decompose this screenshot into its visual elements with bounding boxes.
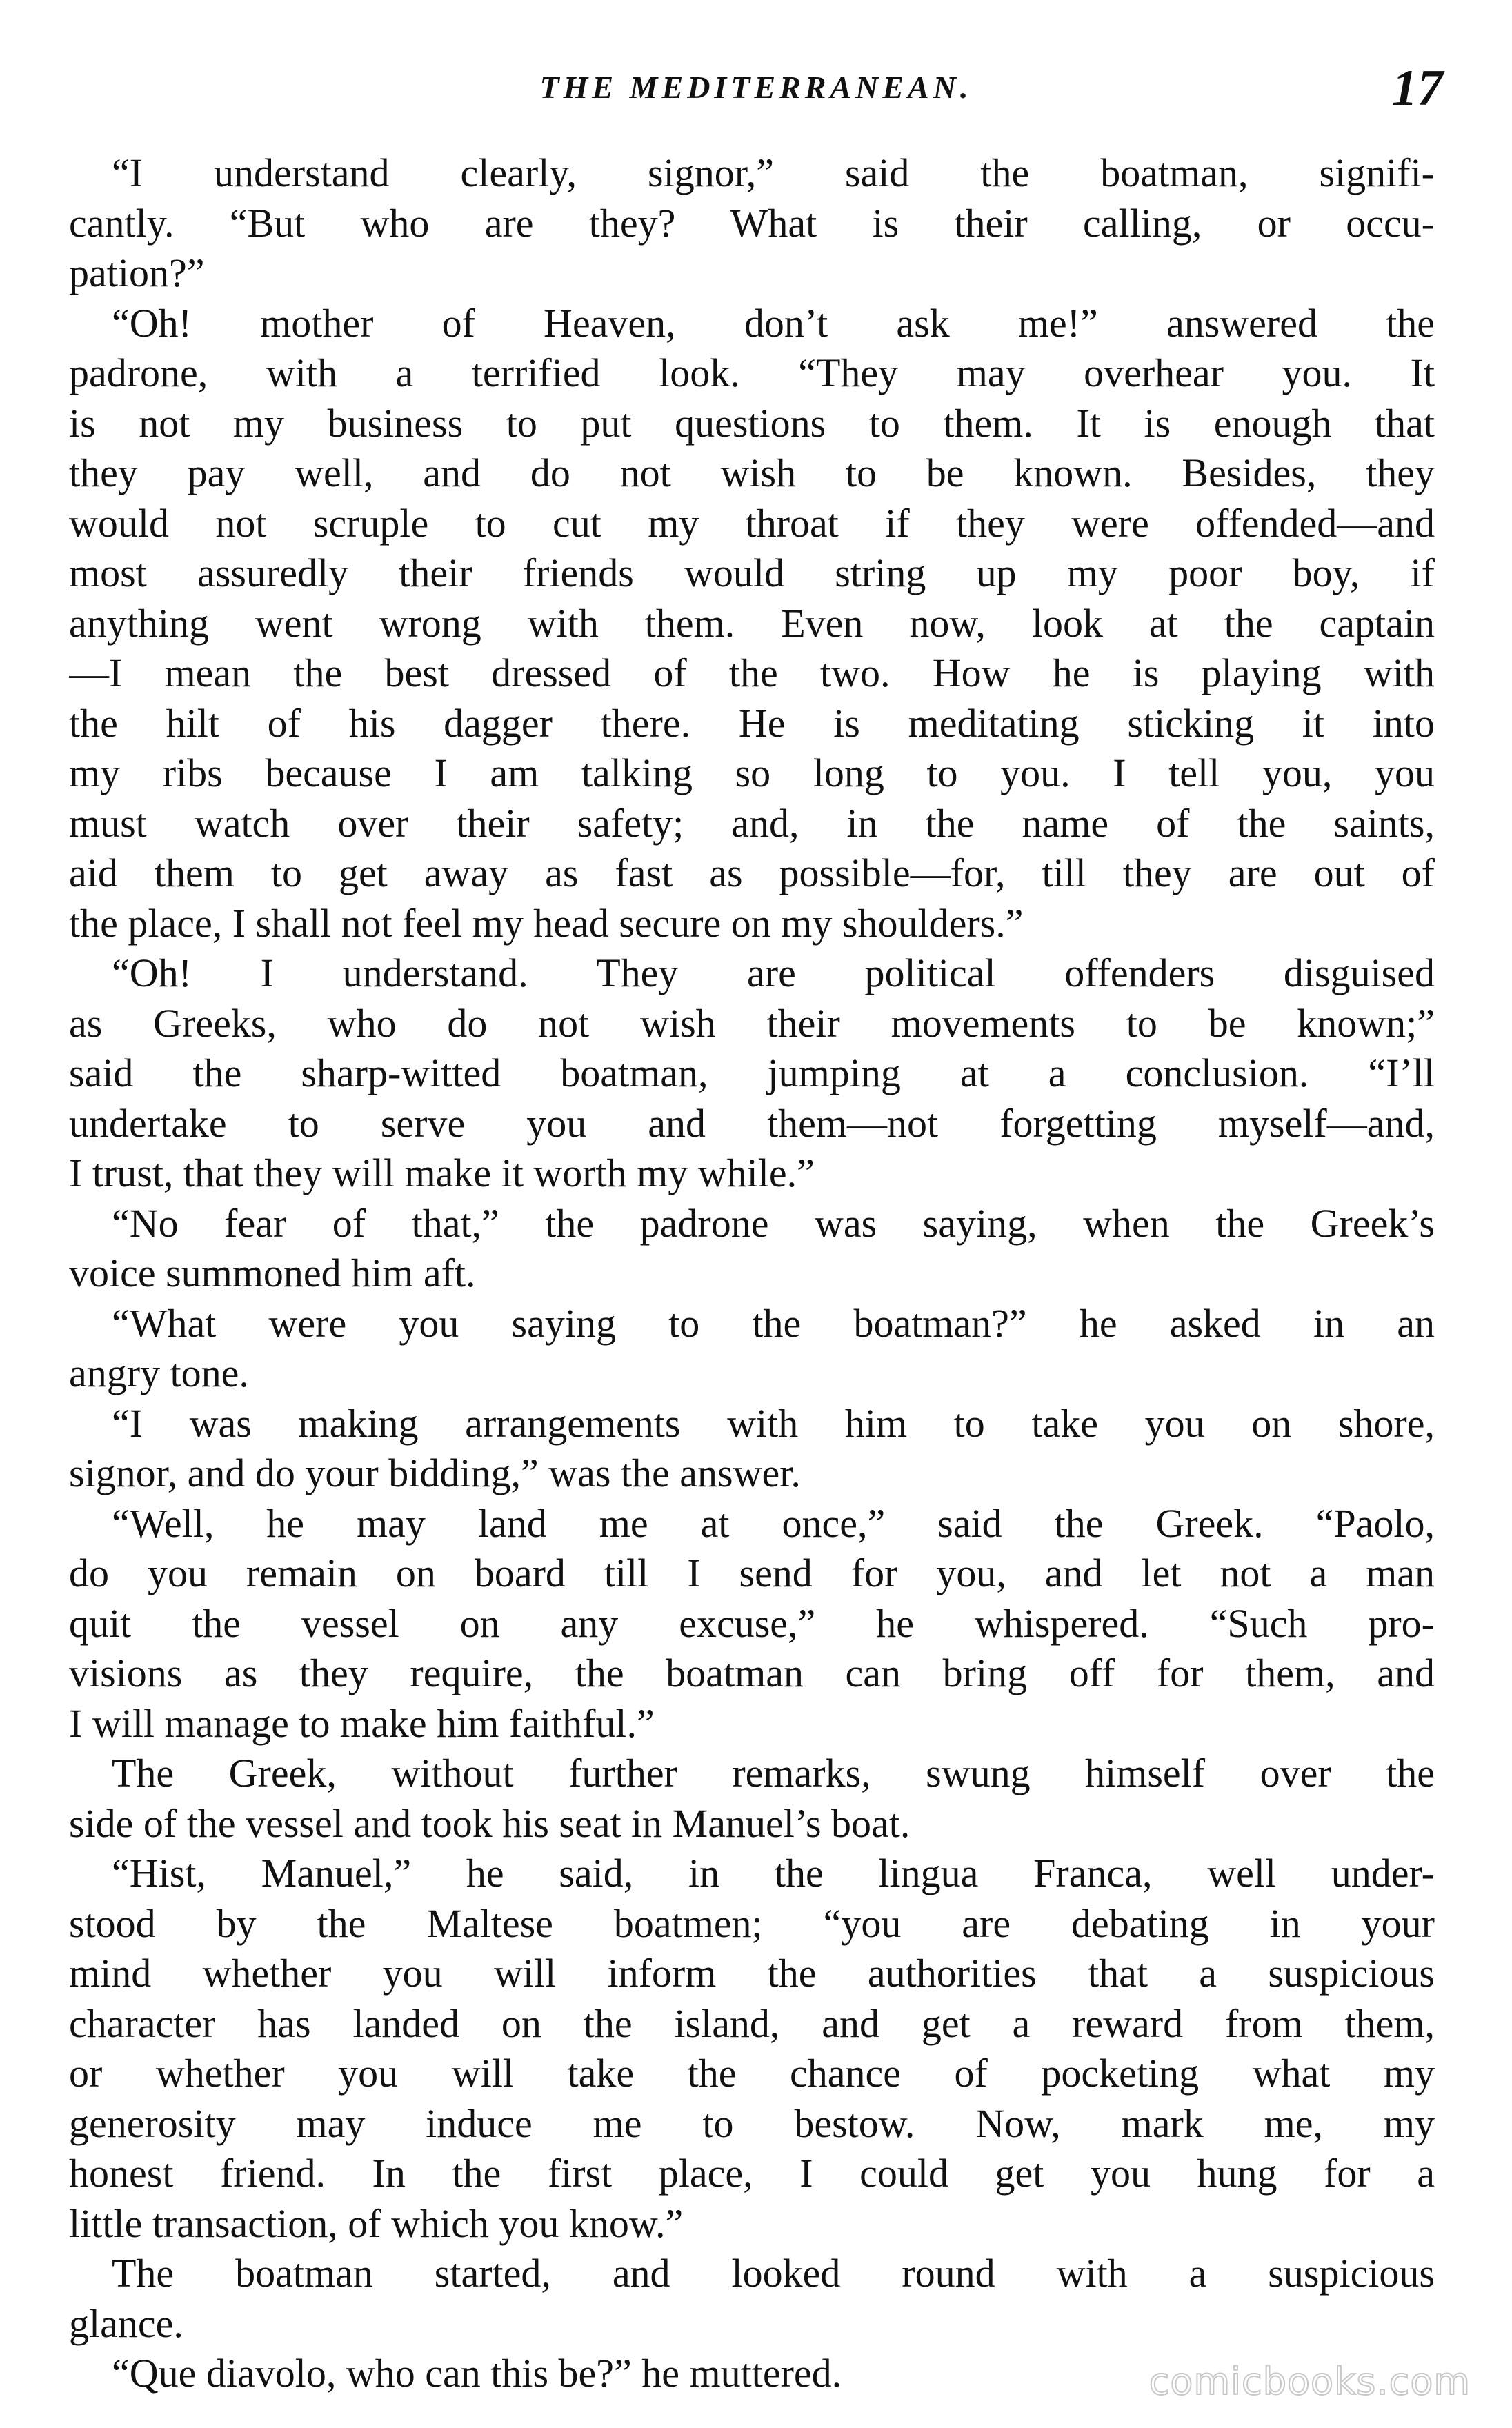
text-line: aid them to get away as fast as possible—for, till they are out of <box>69 850 1435 895</box>
text-line: undertake to serve you and them—not forgetting myself—and, <box>69 1100 1435 1146</box>
text-line: visions as they require, the boatman can bring off for them, and <box>69 1651 1435 1695</box>
text-line: “Oh! I understand. They are political offenders disguised <box>112 951 1435 995</box>
text-line: angry tone. <box>69 1351 249 1395</box>
text-line: “I understand clearly, signor,” said the boatman, signifi- <box>112 150 1435 195</box>
text-line: padrone, with a terrified look. “They may overhear you. It <box>69 350 1435 395</box>
text-line: the place, I shall not feel my head secure on my shoulders.” <box>69 900 1024 946</box>
text-line: do you remain on board till I send for you, and let not a man <box>69 1551 1435 1595</box>
text-line: cantly. “But who are they? What is their calling, or occu- <box>69 200 1435 246</box>
text-line: The Greek, without further remarks, swung himself over the <box>112 1751 1435 1795</box>
running-title: THE MEDITERRANEAN. <box>539 70 973 105</box>
text-line: “Que diavolo, who can this be?” he muttered. <box>112 2351 842 2396</box>
text-line: mind whether you will inform the authorities that a suspicious <box>69 1951 1435 1996</box>
text-line: the hilt of his dagger there. He is meditating sticking it into <box>69 700 1435 746</box>
text-line: little transaction, of which you know.” <box>69 2200 684 2246</box>
text-line: character has landed on the island, and get a reward from them, <box>69 2000 1435 2046</box>
text-line: “Hist, Manuel,” he said, in the lingua Franca, well under- <box>112 1851 1435 1895</box>
text-line: glance. <box>69 2300 183 2346</box>
text-line: said the sharp-witted boatman, jumping at a conclusion. “I’ll <box>69 1051 1435 1095</box>
text-line: most assuredly their friends would string up my poor boy, if <box>69 550 1435 595</box>
text-line: pation?” <box>69 250 205 295</box>
text-line: —I mean the best dressed of the two. How he is playing with <box>69 650 1435 695</box>
text-line: voice summoned him aft. <box>69 1251 476 1295</box>
text-line: quit the vessel on any excuse,” he whispered. “Such pro- <box>69 1600 1435 1646</box>
text-line: The boatman started, and looked round with a suspicious <box>112 2251 1435 2296</box>
text-line: generosity may induce me to bestow. Now, mark me, my <box>69 2100 1435 2146</box>
text-line: “I was making arrangements with him to take you on shore, <box>112 1400 1435 1446</box>
text-line: or whether you will take the chance of pocketing what my <box>69 2051 1435 2096</box>
text-line: is not my business to put questions to them. It is enough that <box>69 400 1435 446</box>
text-line: I will manage to make him faithful.” <box>69 1700 655 1746</box>
text-line: they pay well, and do not wish to be known. Besides, they <box>69 450 1435 495</box>
page-number: 17 <box>1392 60 1443 117</box>
text-line: must watch over their safety; and, in the name of the saints, <box>69 800 1435 846</box>
page-header <box>69 60 1443 124</box>
text-line: “Oh! mother of Heaven, don’t ask me!” answered the <box>112 300 1435 346</box>
text-line: side of the vessel and took his seat in Manuel’s boat. <box>69 1800 911 1846</box>
text-line: stood by the Maltese boatmen; “you are debating in your <box>69 1900 1435 1946</box>
body-text <box>69 148 1435 2399</box>
text-line: my ribs because I am talking so long to you. I tell you, you <box>69 750 1435 795</box>
text-line: “No fear of that,” the padrone was saying, when the Greek’s <box>112 1200 1435 1246</box>
text-line: honest friend. In the first place, I could get you hung for a <box>69 2151 1435 2196</box>
text-line: as Greeks, who do not wish their movements to be known;” <box>69 1000 1435 1046</box>
text-line: signor, and do your bidding,” was the answer. <box>69 1451 801 1495</box>
text-line: “What were you saying to the boatman?” he asked in an <box>112 1300 1435 1346</box>
text-line: “Well, he may land me at once,” said the Greek. “Paolo, <box>112 1500 1435 1546</box>
watermark-logo: comicbooks.com <box>1148 2360 1471 2403</box>
text-line: anything went wrong with them. Even now, look at the captain <box>69 600 1435 646</box>
text-line: I trust, that they will make it worth my while.” <box>69 1151 815 1195</box>
text-line: would not scruple to cut my throat if they were offended—and <box>69 500 1435 546</box>
